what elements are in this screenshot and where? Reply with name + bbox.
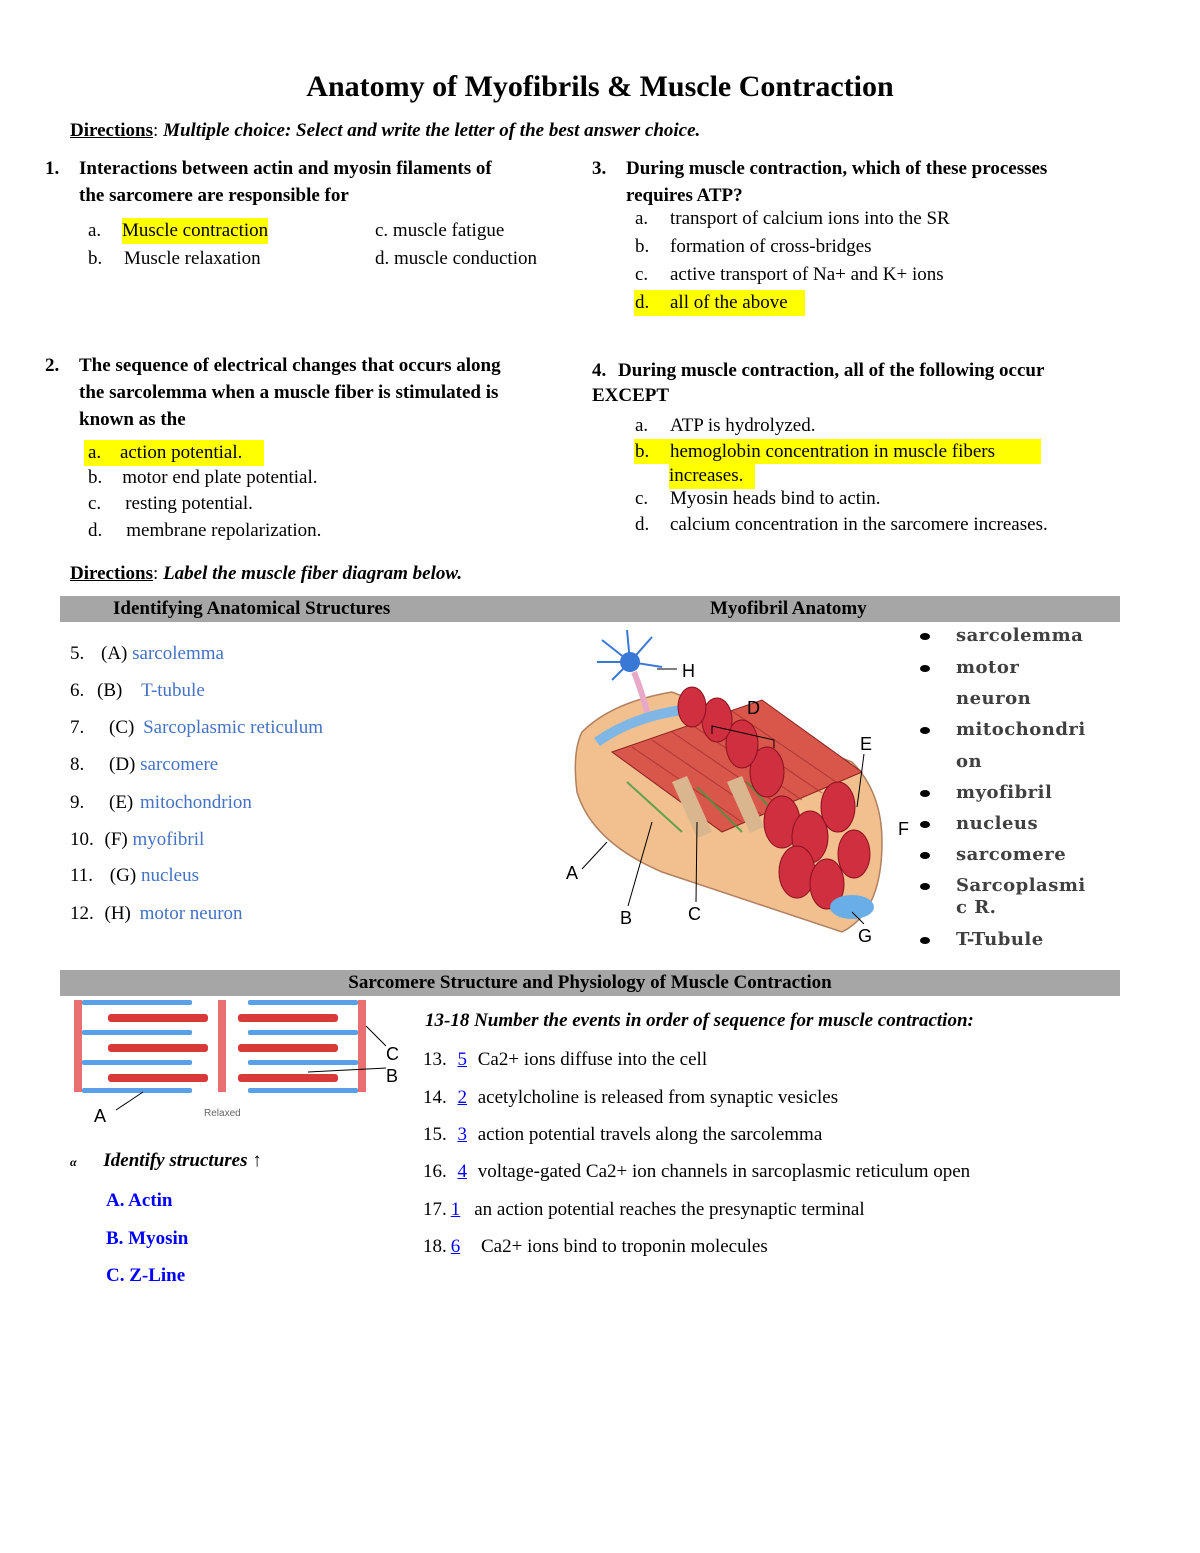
q1-option-d: d. muscle conduction: [375, 248, 537, 269]
q3-option-d: [634, 290, 805, 316]
directions-label: Directions: [70, 120, 154, 141]
sequence-item: 18. 6 Ca2+ ions bind to troponin molecules: [423, 1236, 768, 1257]
question-line: EXCEPT: [592, 385, 670, 406]
option-letter: b.: [88, 467, 103, 488]
question-number: 3.: [592, 158, 607, 179]
word-bank-item-cont: on: [956, 751, 983, 772]
label-item: 9. (E) mitochondrion: [70, 792, 252, 813]
section-header-bar: [60, 596, 1120, 622]
sequence-list: [423, 1049, 1123, 1279]
page-title: Anatomy of Myofibrils & Muscle Contraction: [306, 70, 894, 103]
q1-option-c: c. muscle fatigue: [375, 220, 505, 241]
question-line: During muscle contraction, which of these processes: [626, 158, 1048, 179]
option-text: ATP is hydrolyzed.: [670, 415, 816, 436]
option-text: membrane repolarization.: [126, 520, 322, 541]
identify-heading: [70, 1150, 262, 1172]
q2-option-c: [88, 491, 253, 517]
question-2: [45, 352, 575, 437]
label-item: 8. (D) sarcomere: [70, 754, 219, 775]
directions-colon: :: [153, 563, 159, 584]
section-header-left: Identifying Anatomical Structures: [113, 598, 391, 619]
word-bank-item: sarcolemma: [920, 625, 1083, 646]
label-item: 10. (F) myofibril: [70, 829, 205, 850]
option-letter: a.: [88, 220, 102, 241]
identify-answer: A. Actin: [106, 1190, 173, 1211]
fiber-label-c: C: [688, 904, 701, 924]
label-item: 7. (C) Sarcoplasmic reticulum: [70, 717, 323, 738]
sarcomere-caption: Relaxed: [204, 1108, 241, 1119]
word-bank-item: sarcomere: [920, 844, 1066, 865]
q2-option-b: [88, 465, 317, 491]
identify-answer: C. Z-Line: [106, 1265, 186, 1286]
directions-label: Directions: [70, 563, 154, 584]
question-line: known as the: [79, 409, 186, 430]
option-text: motor end plate potential.: [122, 467, 318, 488]
sequence-item: 17. 1 an action potential reaches the presynaptic terminal: [423, 1199, 865, 1220]
directions-text: Label the muscle fiber diagram below.: [163, 563, 463, 584]
z-line-middle: [218, 1000, 226, 1092]
question-line: The sequence of electrical changes that occurs along: [79, 355, 501, 376]
question-line: requires ATP?: [626, 185, 743, 206]
sarcomere-label-a: A: [94, 1106, 107, 1126]
option-letter: a.: [635, 415, 649, 436]
word-bank-item: motor: [920, 657, 1019, 678]
q4-option-d: [635, 512, 1048, 538]
option-text: hemoglobin concentration in muscle fibers: [670, 441, 996, 462]
fiber-label-g: G: [858, 926, 873, 946]
q3-option-b: [635, 234, 872, 260]
word-bank: [920, 625, 1120, 955]
option-text: calcium concentration in the sarcomere increases.: [670, 514, 1048, 535]
section-header-right: Myofibril Anatomy: [710, 598, 867, 619]
z-line-left: [74, 1000, 82, 1092]
sarcomere-label-c: C: [386, 1044, 399, 1064]
word-bank-item: Sarcoplasmi: [920, 875, 1086, 896]
option-text: action potential.: [119, 442, 243, 463]
directions-mc: [70, 120, 700, 142]
option-text: transport of calcium ions into the SR: [670, 208, 950, 229]
option-letter: d.: [635, 292, 650, 313]
question-number: 4.: [592, 360, 607, 381]
q3-option-a: [635, 206, 950, 232]
option-letter: c.: [88, 493, 102, 514]
sequence-heading: 13-18 Number the events in order of sequence for muscle contraction:: [425, 1010, 974, 1031]
q4-option-b: [634, 439, 1041, 464]
option-text: all of the above: [670, 292, 788, 313]
sarcomere-label-b: B: [386, 1066, 399, 1086]
q4-option-a: [635, 413, 816, 439]
q1-option-b-text: Muscle relaxation: [124, 248, 261, 269]
sequence-item: 16. 4 voltage-gated Ca2+ ion channels in sarcoplasmic reticulum open: [423, 1161, 971, 1182]
question-number: 1.: [45, 158, 60, 179]
word-bank-item-cont: c R.: [956, 897, 997, 918]
q1-option-b: b.: [88, 248, 103, 269]
question-line: the sarcomere are responsible for: [79, 185, 349, 206]
question-4: [592, 357, 1152, 417]
q1-option-a-text: Muscle contraction: [122, 218, 268, 244]
leader-line: [366, 1026, 386, 1046]
fiber-label-d: D: [747, 698, 760, 718]
sequence-item: 15. 3 action potential travels along the sarcolemma: [423, 1124, 823, 1145]
option-text: resting potential.: [125, 493, 253, 514]
option-letter: c.: [635, 488, 649, 509]
word-bank-item: nucleus: [920, 813, 1038, 834]
fiber-label-e: E: [860, 734, 873, 754]
option-text: Myosin heads bind to actin.: [670, 488, 881, 509]
word-bank-item: T-Tubule: [920, 929, 1044, 950]
leader-line: [582, 842, 607, 869]
leader-line: [116, 1092, 143, 1110]
leader-line: [308, 1068, 386, 1072]
muscle-fiber-diagram: [552, 622, 912, 952]
fiber-label-h: H: [682, 661, 695, 681]
identify-text: Identify structures ↑: [103, 1150, 262, 1171]
fiber-label-f: F: [898, 819, 909, 839]
q4-option-b-cont: increases.: [669, 463, 755, 489]
section-header-title: Sarcomere Structure and Physiology of Muscle Contraction: [348, 972, 832, 993]
word-bank-item: myofibril: [920, 782, 1052, 803]
option-letter: b.: [635, 441, 650, 462]
word-bank-item: mitochondri: [920, 719, 1086, 740]
directions-text: Multiple choice: Select and write the letter of the best answer choice.: [163, 120, 701, 141]
label-item: 12. (H) motor neuron: [70, 903, 243, 924]
option-letter: d.: [88, 520, 103, 541]
option-letter: c.: [635, 264, 649, 285]
identify-answer: B. Myosin: [106, 1228, 189, 1249]
sequence-item: 13. 5 Ca2+ ions diffuse into the cell: [423, 1049, 708, 1070]
option-text: active transport of Na+ and K+ ions: [670, 264, 944, 285]
option-letter: a.: [635, 208, 649, 229]
q4-option-c: [635, 486, 881, 512]
option-letter: b.: [635, 236, 650, 257]
z-line-right: [358, 1000, 366, 1092]
option-text: formation of cross-bridges: [670, 236, 872, 257]
question-line: During muscle contraction, all of the following occur: [618, 360, 1045, 381]
directions-colon: :: [153, 120, 159, 141]
label-item: 5. (A) sarcolemma: [70, 643, 224, 664]
fiber-label-b: B: [620, 908, 633, 928]
sequence-item: 14. 2 acetylcholine is released from synaptic vesicles: [423, 1087, 839, 1108]
sarcomere-diagram: [68, 996, 408, 1126]
q2-option-d: [88, 518, 321, 544]
question-1: [45, 155, 575, 215]
q1-option-a: [88, 218, 101, 244]
question-number: 2.: [45, 355, 60, 376]
q2-option-a: [84, 440, 264, 466]
section-header-bar: [60, 970, 1120, 996]
fiber-label-a: A: [566, 863, 579, 883]
option-letter: a.: [88, 442, 102, 463]
label-item: 11. (G) nucleus: [70, 865, 199, 886]
label-answer-list: [70, 643, 470, 943]
q3-option-c: [635, 262, 944, 288]
nucleus-shape: [830, 895, 874, 919]
directions-label-diagram: [70, 563, 462, 585]
question-line: Interactions between actin and myosin filaments of: [79, 158, 492, 179]
word-bank-item-cont: neuron: [956, 688, 1032, 709]
label-item: 6. (B) T-tubule: [70, 680, 205, 701]
bullet-glyph: α: [70, 1155, 77, 1169]
question-line: the sarcolemma when a muscle fiber is stimulated is: [79, 382, 499, 403]
option-letter: d.: [635, 514, 650, 535]
